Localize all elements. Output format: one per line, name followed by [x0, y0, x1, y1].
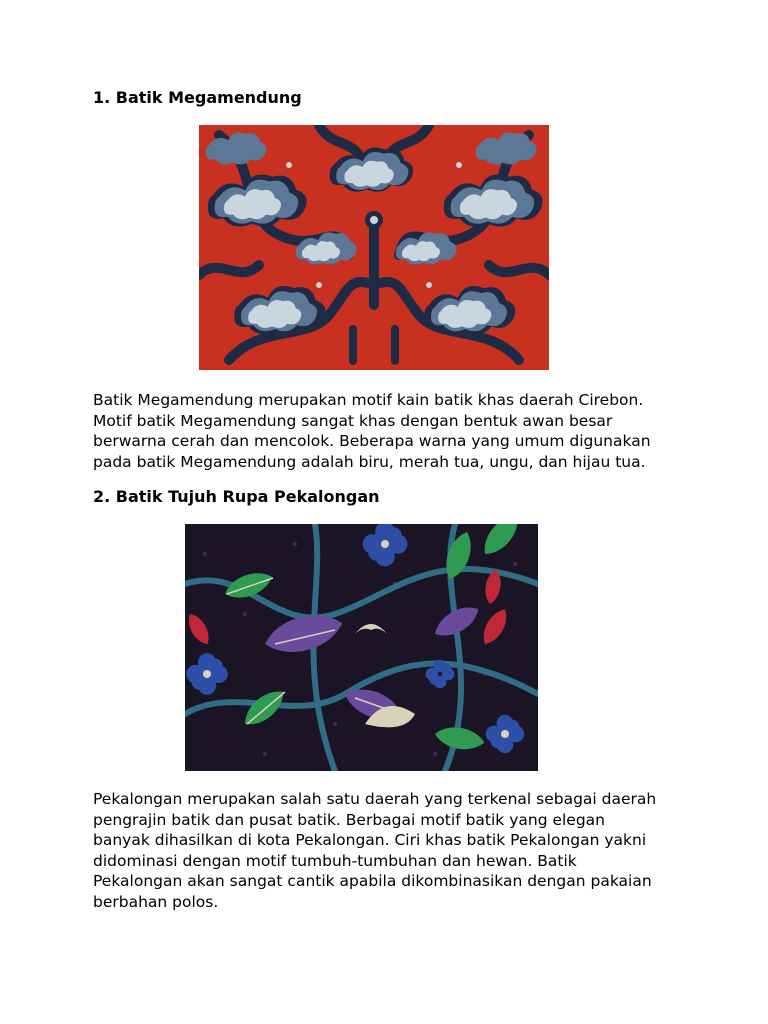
paragraph-line: pada batik Megamendung adalah biru, merah tua, ungu, dan hijau tua. — [93, 452, 646, 471]
paragraph-line: pengrajin batik dan pusat batik. Berbagai motif batik yang elegan — [93, 810, 605, 829]
paragraph-line: Pekalongan akan sangat cantik apabila dikombinasikan dengan pakaian — [93, 872, 652, 890]
section-heading-megamendung: 1. Batik Megamendung — [93, 88, 302, 107]
section-heading-pekalongan: 2. Batik Tujuh Rupa Pekalongan — [93, 487, 380, 506]
batik-pekalongan-image — [185, 524, 538, 771]
batik-megamendung-image — [199, 125, 549, 370]
paragraph-line: Batik Megamendung merupakan motif kain batik khas daerah Cirebon. — [93, 391, 644, 409]
fabric-background — [185, 524, 538, 771]
paragraph-line: Pekalongan merupakan salah satu daerah yang terkenal sebagai daerah — [93, 790, 657, 808]
paragraph-line: Motif batik Megamendung sangat khas dengan bentuk awan besar — [93, 411, 613, 430]
section-paragraph-megamendung — [93, 390, 693, 472]
paragraph-line: berwarna cerah dan mencolok. Beberapa warna yang umum digunakan — [93, 432, 651, 450]
paragraph-line: banyak dihasilkan di kota Pekalongan. Ciri khas batik Pekalongan yakni — [93, 831, 647, 849]
section-paragraph-pekalongan — [93, 789, 693, 912]
paragraph-line: didominasi dengan motif tumbuh-tumbuhan dan hewan. Batik — [93, 851, 577, 870]
paragraph-line: berbahan polos. — [93, 892, 219, 911]
